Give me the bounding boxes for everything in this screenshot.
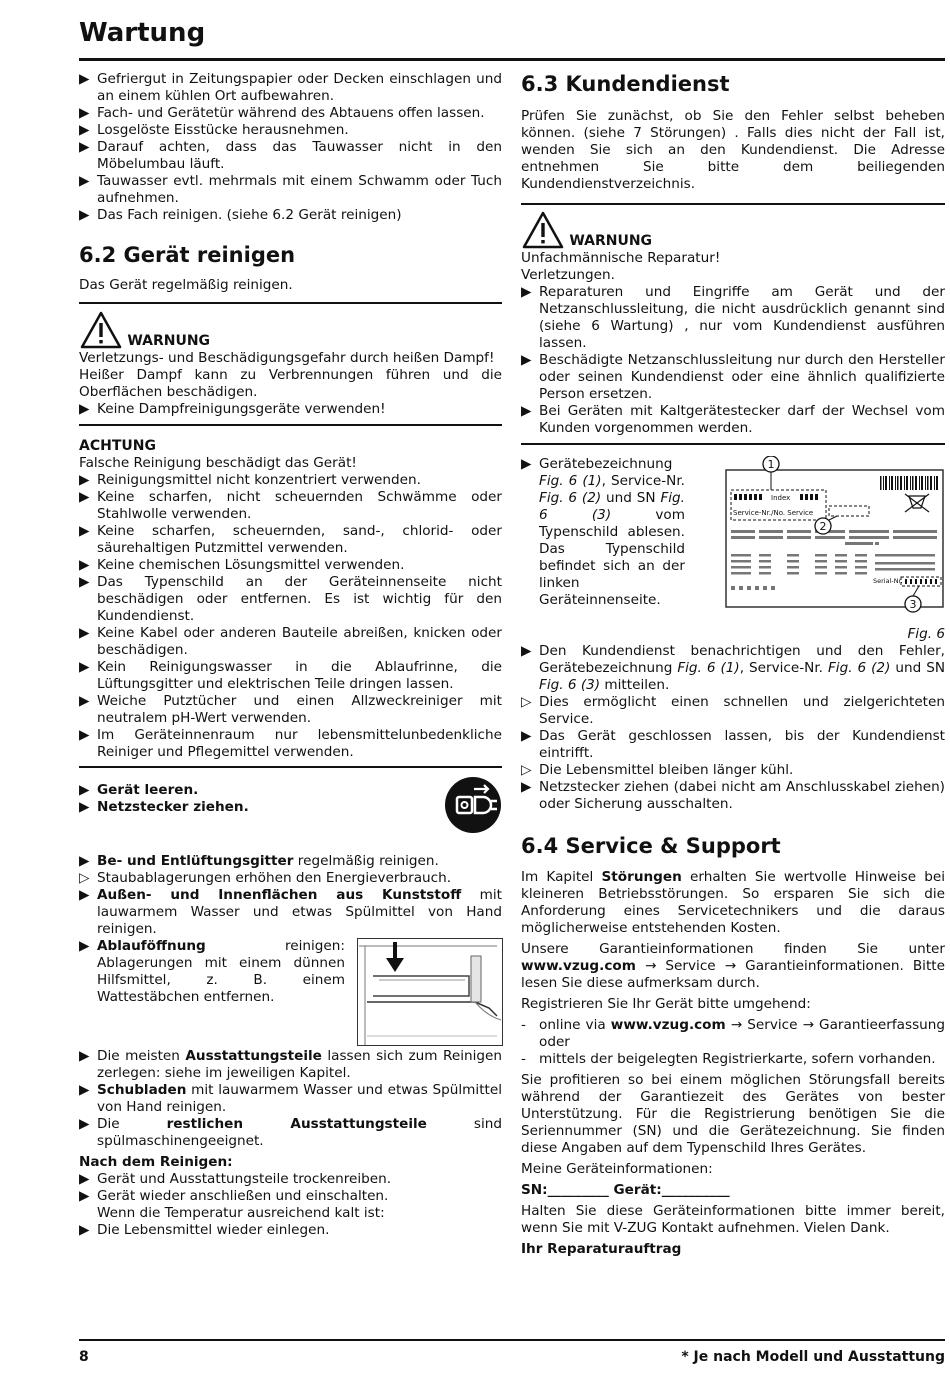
warning-box [79,310,502,418]
arrow-bullet-icon: ▶ [521,352,532,368]
attention-box [79,438,502,761]
intro-list [79,71,502,224]
page-title: Wartung [79,18,206,48]
list-item: ▶ Die meisten Ausstattungsteile lassen sich zum Reinigen zerlegen: siehe im jeweiligen Kapitel. [79,1048,502,1081]
list-item: ▶ Die Lebensmittel wieder einlegen. [79,1222,330,1238]
list-item: ▶ Netzstecker ziehen (dabei nicht am Anschlusskabel ziehen) oder Sicherung ausschalten. [521,779,945,812]
list-item: ▶ Keine Kabel oder anderen Bauteile abreißen, knicken oder beschädigen. [79,625,502,658]
arrow-bullet-icon: ▶ [79,489,90,505]
list-item: ▶ Netzstecker ziehen. [79,799,249,815]
vzug-link[interactable]: www.vzug.com [521,958,636,974]
arrow-bullet-icon: ▶ [79,659,90,675]
callout-1: 1 [767,458,775,471]
support-paragraph: Unsere Garantieinformationen finden Sie unter www.vzug.com → Service → Garantieinformationen. Bitte lesen Sie diese aufmerksam durch. [521,941,945,991]
list-item: ▶ Beschädigte Netzanschlussleitung nur durch den Hersteller oder seinen Kundendienst oder eine ähnlich qualifizierte Person ersetzen. [521,352,945,402]
list-item: ▶ Das Typenschild an der Geräteinnenseite nicht beschädigen oder entfernen. Es ist wichtig für den Kundendienst. [79,574,502,624]
service-steps [521,643,945,813]
arrow-bullet-icon: ▶ [79,472,90,488]
title-rule [79,58,945,61]
drain-step [79,938,502,1048]
support-paragraph: Meine Geräteinformationen: [521,1161,713,1177]
footer-rule [79,1339,945,1341]
typeplate-service-label: Service-Nr./No. Service [733,509,814,517]
list-item: ▶ Das Fach reinigen. (siehe 6.2 Gerät reinigen) [79,207,402,223]
callout-2: 2 [819,520,827,533]
warning-triangle-icon [521,210,565,250]
warning-triangle-icon [79,310,123,350]
typeplate-figure [725,456,945,622]
divider [521,443,945,445]
arrow-bullet-icon: ▶ [521,456,532,472]
list-item: ▶ Bei Geräten mit Kaltgerätestecker darf der Wechsel vom Kunden vorgenommen werden. [521,403,945,436]
warning-title: WARNUNG [127,333,211,349]
arrow-bullet-icon: ▶ [79,727,90,743]
registration-item: - mittels der beigelegten Registrierkarte, sofern vorhanden. [521,1051,936,1067]
repair-order-heading: Ihr Reparaturauftrag [521,1241,682,1257]
arrow-bullet-icon: ▶ [521,779,532,795]
list-item: ▶ Reinigungsmittel nicht konzentriert verwenden. [79,472,421,488]
list-item: ▶ Keine chemischen Lösungsmittel verwenden. [79,557,405,573]
arrow-bullet-icon: ▶ [79,887,90,903]
list-item: ▶ Be- und Entlüftungsgitter regelmäßig reinigen. [79,853,439,869]
result-item: ▷ Dies ermöglicht einen schnellen und zielgerichteten Service. [521,694,945,727]
after-note: Wenn die Temperatur ausreichend kalt ist: [97,1205,385,1221]
figure-caption: Fig. 6 [907,626,945,642]
list-item: ▶ Reparaturen und Eingriffe am Gerät und der Netzanschlussleitung, die nicht ausdrücklich genannt sind (siehe 6 Wartung) , nur vom Kundendienst ausführen lassen. [521,284,945,351]
arrow-bullet-icon: ▶ [79,122,90,138]
list-item: ▶ Gerät leeren. [79,782,199,798]
page-number: 8 [79,1349,89,1365]
list-item: ▶ Gerät und Ausstattungsteile trockenreiben. [79,1171,392,1187]
warning-title: WARNUNG [569,233,653,249]
support-paragraph: Im Kapitel Störungen erhalten Sie wertvolle Hinweise bei kleineren Betriebsstörungen. So ersparen Sie sich die Anforderung eines Servicetechnikers und die daraus möglicherweise entstehenden Kosten. [521,869,945,936]
section-heading-6-2: 6.2 Gerät reinigen [79,243,296,267]
section-text: Das Gerät regelmäßig reinigen. [79,277,293,293]
list-item: ▶ Den Kundendienst benachrichtigen und den Fehler, Gerätebezeichnung Fig. 6 (1), Service-Nr. Fig. 6 (2) und SN Fig. 6 (3) mitteilen. [521,643,945,693]
arrow-bullet-icon: ▶ [79,1048,90,1064]
list-item: ▶ Losgelöste Eisstücke herausnehmen. [79,122,349,138]
arrow-bullet-icon: ▶ [521,643,532,659]
vzug-link[interactable]: www.vzug.com [610,1017,726,1033]
outline-arrow-icon: ▷ [521,694,532,710]
attention-title: ACHTUNG [79,438,156,454]
arrow-bullet-icon: ▶ [79,625,90,641]
list-item: ▶ Keine Dampfreinigungsgeräte verwenden! [79,401,386,417]
typeplate-section [521,456,945,632]
typeplate-serial-label: Serial-Nr. [873,577,903,585]
arrow-bullet-icon: ▶ [79,105,90,121]
list-item: ▶ Fach- und Gerätetür während des Abtauens offen lassen. [79,105,485,121]
footer-note: * Je nach Modell und Ausstattung [681,1349,945,1365]
divider [79,766,502,768]
list-item: ▶ Kein Reinigungswasser in die Ablaufrinne, die Lüftungsgitter und elektrischen Teile dringen lassen. [79,659,502,692]
arrow-bullet-icon: ▶ [79,1116,90,1132]
warning-text: Verletzungen. [521,267,615,283]
divider [79,302,502,304]
warning-text: Verletzungs- und Beschädigungsgefahr durch heißen Dampf! [79,350,495,366]
list-item: ▶ Außen- und Innenflächen aus Kunststoff mit lauwarmem Wasser und etwas Spülmittel von Hand reinigen. [79,887,502,937]
section-heading-6-3: 6.3 Kundendienst [521,72,730,96]
arrow-bullet-icon: ▶ [79,1082,90,1098]
list-item: ▶ Keine scharfen, nicht scheuernden Schwämme oder Stahlwolle verwenden. [79,489,502,522]
outline-arrow-icon: ▷ [79,870,90,886]
arrow-bullet-icon: ▶ [79,173,90,189]
list-item: ▶ Keine scharfen, scheuernden, sand-, chlorid- oder säurehaltigen Putzmittel verwenden. [79,523,502,556]
arrow-bullet-icon: ▶ [79,574,90,590]
list-item: ▶ Gefriergut in Zeitungspapier oder Decken einschlagen und an einem kühlen Ort aufbewahren. [79,71,502,104]
arrow-bullet-icon: ▶ [79,523,90,539]
support-paragraph: Sie profitieren so bei einem möglichen Störungsfall bereits während der Garantiezeit des Gerätes von bester Unterstützung. Für die Registrierung benötigen Sie die Seriennummer (SN) und die Gerätezeichnung. Sie finden diese Angaben auf dem Typenschild Ihres Gerätes. [521,1072,945,1156]
unplug-icon [444,776,502,834]
arrow-bullet-icon: ▶ [79,693,90,709]
support-paragraph: Registrieren Sie Ihr Gerät bitte umgehend: [521,996,811,1012]
arrow-bullet-icon: ▶ [79,207,90,223]
result-item: ▷ Staubablagerungen erhöhen den Energieverbrauch. [79,870,452,886]
left-column [79,71,502,1239]
list-item: ▶ Gerätebezeichnung Fig. 6 (1), Service-Nr. Fig. 6 (2) und SN Fig. 6 (3) vom Typenschild ablesen. Das Typenschild befindet sich an der linken Geräteinnenseite. [521,456,686,608]
callout-3: 3 [909,598,917,611]
warning-box [521,210,945,437]
registration-item: - online via www.vzug.com → Service → Garantieerfassung oder [521,1017,946,1050]
divider [79,424,502,426]
arrow-bullet-icon: ▶ [521,403,532,419]
divider [521,203,945,205]
outline-arrow-icon: ▷ [521,762,532,778]
drain-opening-illustration [357,938,503,1046]
list-item: ▶ Gerät wieder anschließen und einschalten. [79,1188,389,1204]
typeplate-index-label: Index [771,494,791,502]
attention-text: Falsche Reinigung beschädigt das Gerät! [79,455,357,471]
list-item: ▶ Im Geräteinnenraum nur lebensmittelunbedenkliche Reiniger und Pflegemittel verwenden. [79,727,502,760]
arrow-bullet-icon: ▶ [79,1171,90,1187]
arrow-bullet-icon: ▶ [79,1222,90,1238]
list-item: ▶ Die restlichen Ausstattungsteile sind spülmaschinengeeignet. [79,1116,502,1149]
list-item: ▶ Tauwasser evtl. mehrmals mit einem Schwamm oder Tuch aufnehmen. [79,173,502,206]
section-heading-6-4: 6.4 Service & Support [521,834,781,858]
arrow-bullet-icon: ▶ [79,139,90,155]
unplug-steps [79,782,502,844]
arrow-bullet-icon: ▶ [521,284,532,300]
right-column [521,71,945,1258]
arrow-bullet-icon: ▶ [79,71,90,87]
arrow-bullet-icon: ▶ [79,401,90,417]
arrow-bullet-icon: ▶ [79,1188,90,1204]
cleaning-steps [79,853,502,1150]
arrow-bullet-icon: ▶ [79,938,90,954]
list-item: ▶ Schubladen mit lauwarmem Wasser und etwas Spülmittel von Hand reinigen. [79,1082,502,1115]
sn-device-line: SN:_________ Gerät:__________ [521,1182,730,1198]
warning-text: Unfachmännische Reparatur! [521,250,721,266]
arrow-bullet-icon: ▶ [79,782,90,798]
support-paragraph: Halten Sie diese Geräteinformationen bitte immer bereit, wenn Sie mit V-ZUG Kontakt aufnehmen. Vielen Dank. [521,1203,945,1236]
list-item: ▶ Darauf achten, dass das Tauwasser nicht in den Möbelumbau läuft. [79,139,502,172]
list-item: ▶ Weiche Putztücher und einen Allzweckreiniger mit neutralem pH-Wert verwenden. [79,693,502,726]
result-item: ▷ Die Lebensmittel bleiben länger kühl. [521,762,794,778]
arrow-bullet-icon: ▶ [79,557,90,573]
arrow-bullet-icon: ▶ [79,853,90,869]
arrow-bullet-icon: ▶ [79,799,90,815]
section-text: Prüfen Sie zunächst, ob Sie den Fehler selbst beheben können. (siehe 7 Störungen) . Falls dies nicht der Fall ist, wenden Sie sich an den Kundendienst. Die Adresse entnehmen Sie bitte dem beiliegenden Kundendienstverzeichnis. [521,108,945,192]
after-cleaning-heading: Nach dem Reinigen: [79,1154,233,1170]
list-item: ▶ Ablauföffnung reinigen: Ablagerungen mit einem dünnen Hilfsmittel, z. B. einem Wattestäbchen entfernen. [79,938,345,1005]
list-item: ▶ Das Gerät geschlossen lassen, bis der Kundendienst eintrifft. [521,728,945,761]
arrow-bullet-icon: ▶ [521,728,532,744]
warning-text: Heißer Dampf kann zu Verbrennungen führen und die Oberflächen beschädigen. [79,367,502,400]
